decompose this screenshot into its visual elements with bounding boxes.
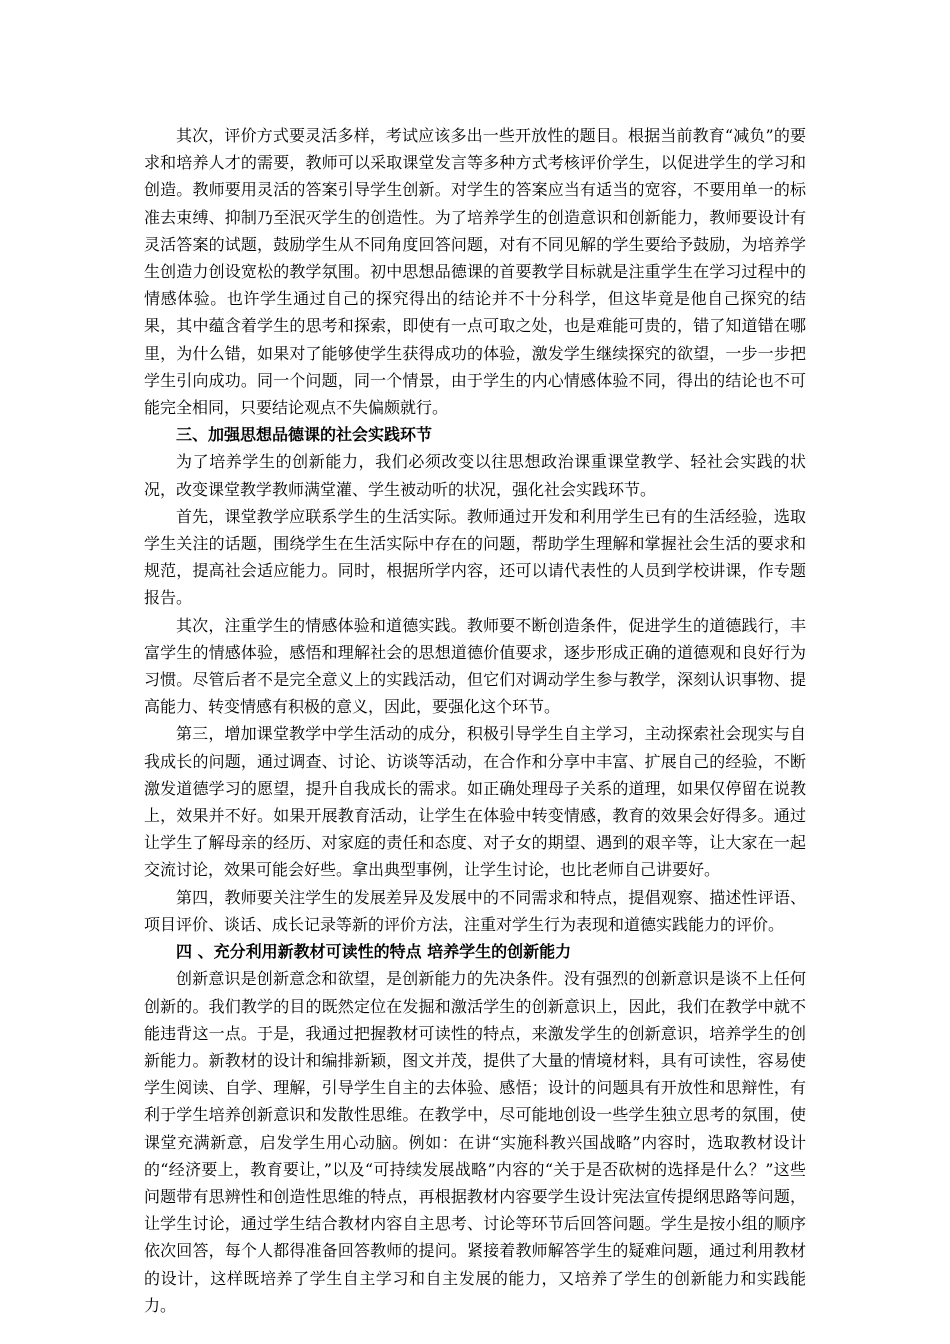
section-heading-4: 四 、充分利用新教材可读性的特点 培养学生的创新能力 (176, 942, 572, 962)
paragraph-social-practice-intro: 为了培养学生的创新能力，我们必须改变以往思想政治课重课堂教学、轻社会实践的状况，改变课堂教学教师满堂灌、学生被动听的状况，强化社会实践环节。 (144, 452, 806, 499)
document-page (144, 122, 806, 1319)
paragraph-second-point: 其次，注重学生的情感体验和道德实践。教师要不断创造条件，促进学生的道德践行，丰富学生的情感体验，感悟和理解社会的思想道德价值要求，逐步形成正确的道德观和良好行为习惯。尽管后者不是完全意义上的实践活动，但它们对调动学生参与教学，深刻认识事物、提高能力、转变情感有积极的意义，因此，要强化这个环节。 (144, 615, 806, 717)
paragraph-fourth-point: 第四，教师要关注学生的发展差异及发展中的不同需求和特点，提倡观察、描述性评语、项目评价、谈话、成长记录等新的评价方法，注重对学生行为表现和道德实践能力的评价。 (144, 887, 806, 934)
paragraph-first-point: 首先，课堂教学应联系学生的生活实际。教师通过开发和利用学生已有的生活经验，选取学生关注的话题，围绕学生在生活实际中存在的问题，帮助学生理解和掌握社会生活的要求和规范，提高社会适应能力。同时，根据所学内容，还可以请代表性的人员到学校讲课，作专题报告。 (144, 506, 806, 608)
section-heading-3: 三、加强思想品德课的社会实践环节 (176, 425, 433, 445)
paragraph-evaluation-methods: 其次，评价方式要灵活多样，考试应该多出一些开放性的题目。根据当前教育“减负”的要求和培养人才的需要，教师可以采取课堂发言等多种方式考核评价学生，以促进学生的学习和创造。教师要用灵活的答案引导学生创新。对学生的答案应当有适当的宽容，不要用单一的标准去束缚、抑制乃至泯灭学生的创造性。为了培养学生的创造意识和创新能力，教师要设计有灵活答案的试题，鼓励学生从不同角度回答问题，对有不同见解的学生要给予鼓励，为培养学生创造力创设宽松的教学氛围。初中思想品德课的首要教学目标就是注重学生在学习过程中的情感体验。也许学生通过自己的探究得出的结论并不十分科学，但这毕竟是他自己探究的结果，其中蕴含着学生的思考和探索，即使有一点可取之处，也是难能可贵的，错了知道错在哪里，为什么错，如果对了能够使学生获得成功的体验，激发学生继续探究的欲望，一步一步把学生引向成功。同一个问题，同一个情景，由于学生的内心情感体验不同，得出的结论也不可能完全相同，只要结论观点不失偏颇就行。 (144, 126, 806, 418)
paragraph-third-point: 第三，增加课堂教学中学生活动的成分，积极引导学生自主学习，主动探索社会现实与自我成长的问题，通过调查、讨论、访谈等活动，在合作和分享中丰富、扩展自己的经验，不断激发道德学习的愿望，提升自我成长的需求。如正确处理母子关系的道理，如果仅停留在说教上，效果并不好。如果开展教育活动，让学生在体验中转变情感，教育的效果会好得多。通过让学生了解母亲的经历、对家庭的责任和态度、对子女的期望、遇到的艰辛等，让大家在一起交流讨论，效果可能会好些。拿出典型事例，让学生讨论，也比老师自己讲要好。 (144, 724, 806, 880)
paragraph-innovation-awareness: 创新意识是创新意念和欲望，是创新能力的先决条件。没有强烈的创新意识是谈不上任何创新的。我们教学的目的既然定位在发掘和激活学生的创新意识上，因此，我们在教学中就不能违背这一点。于是，我通过把握教材可读性的特点，来激发学生的创新意识，培养学生的创新能力。新教材的设计和编排新颖，图文并茂，提供了大量的情境材料，具有可读性，容易使学生阅读、自学、理解，引导学生自主的去体验、感悟；设计的问题具有开放性和思辩性，有利于学生培养创新意识和发散性思维。在教学中，尽可能地创设一些学生独立思考的氛围，使课堂充满新意，启发学生用心动脑。例如：在讲“实施科教兴国战略”内容时，选取教材设计的“经济要上，教育要让，”以及“可持续发展战略”内容的“关于是否砍树的选择是什么？”这些问题带有思辨性和创造性思维的特点，再根据教材内容要学生设计宪法宣传提纲思路等问题，让学生讨论，通过学生结合教材内容自主思考、讨论等环节后回答问题。学生是按小组的顺序依次回答，每个人都得准备回答教师的提问。紧接着教师解答学生的疑难问题，通过利用教材的设计，这样既培养了学生自主学习和自主发展的能力，又培养了学生的创新能力和实践能力。 (144, 969, 806, 1315)
